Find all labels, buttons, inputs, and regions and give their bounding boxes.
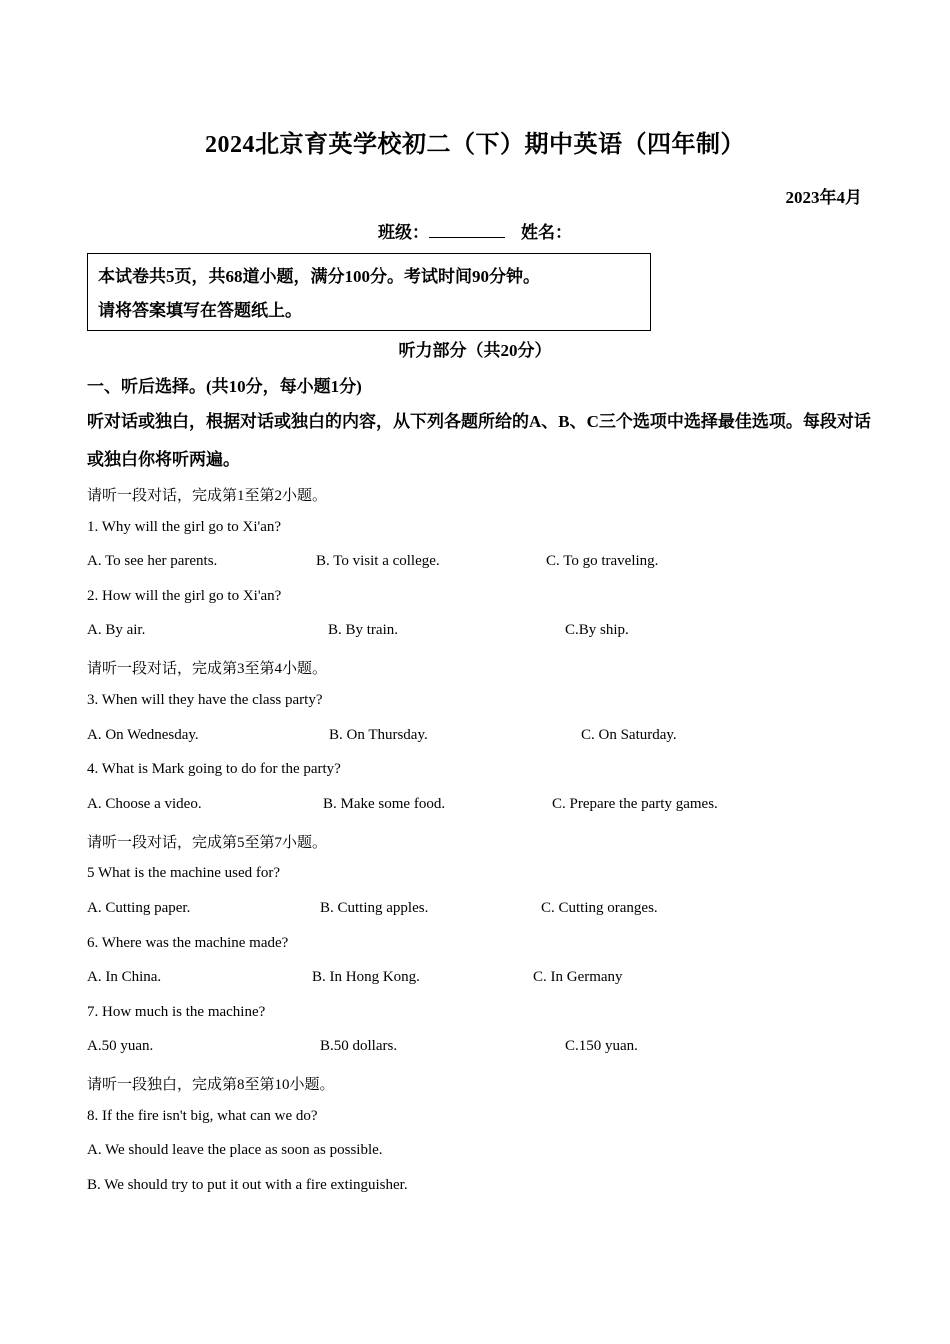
q3-option-c: C. On Saturday.	[581, 727, 677, 743]
q5-option-a: A. Cutting paper.	[87, 900, 191, 916]
q6-option-c: C. In Germany	[533, 969, 623, 985]
q6-option-b: B. In Hong Kong.	[312, 969, 420, 985]
q6-option-a: A. In China.	[87, 969, 162, 985]
q4-option-a: A. Choose a video.	[87, 796, 202, 812]
q5-option-c: C. Cutting oranges.	[541, 900, 658, 916]
q1-option-c: C. To go traveling.	[546, 553, 659, 569]
listening-section-title: 听力部分（共20分）	[398, 341, 552, 360]
q7-option-b: B.50 dollars.	[320, 1038, 398, 1054]
question-3: 3. When will they have the class party?	[87, 692, 323, 708]
question-8: 8. If the fire isn't big, what can we do?	[87, 1108, 318, 1124]
dialogue-prompt: 请听一段对话，完成第3至第4小题。	[87, 661, 328, 677]
notice-line-1: 本试卷共5页，共68道小题，满分100分。考试时间90分钟。	[98, 267, 540, 286]
q3-option-a: A. On Wednesday.	[87, 727, 199, 743]
q4-option-b: B. Make some food.	[323, 796, 446, 812]
q1-option-b: B. To visit a college.	[316, 553, 440, 569]
q7-option-a: A.50 yuan.	[87, 1038, 154, 1054]
class-label: 班级：	[378, 223, 429, 242]
q1-option-a: A. To see her parents.	[87, 553, 218, 569]
q2-option-a: A. By air.	[87, 622, 146, 638]
q8-option-b: B. We should try to put it out with a fire extinguisher.	[87, 1177, 408, 1193]
question-6: 6. Where was the machine made?	[87, 935, 289, 951]
question-4: 4. What is Mark going to do for the party?	[87, 761, 341, 777]
part-one-title: 一、听后选择。(共10分，每小题1分)	[87, 377, 362, 396]
dialogue-prompt: 请听一段对话，完成第1至第2小题。	[87, 488, 328, 504]
question-5: 5 What is the machine used for?	[87, 865, 280, 881]
class-blank	[429, 223, 505, 238]
question-2: 2. How will the girl go to Xi'an?	[87, 588, 282, 604]
monologue-prompt: 请听一段独白，完成第8至第10小题。	[87, 1077, 335, 1093]
page-title: 2024北京育英学校初二（下）期中英语（四年制）	[205, 132, 745, 158]
q5-option-b: B. Cutting apples.	[320, 900, 429, 916]
q8-option-a: A. We should leave the place as soon as possible.	[87, 1142, 383, 1158]
notice-line-2: 请将答案填写在答题纸上。	[98, 301, 302, 320]
dialogue-prompt: 请听一段对话，完成第5至第7小题。	[87, 835, 328, 851]
q2-option-c: C.By ship.	[565, 622, 629, 638]
question-7: 7. How much is the machine?	[87, 1004, 266, 1020]
name-label: 姓名：	[521, 223, 572, 242]
q4-option-c: C. Prepare the party games.	[552, 796, 718, 812]
q3-option-b: B. On Thursday.	[329, 727, 428, 743]
instructions: 听对话或独白，根据对话或独白的内容，从下列各题所给的A、B、C三个选项中选择最佳选项。每段对话或独白你将听两遍。	[87, 412, 871, 469]
notice-box	[87, 253, 651, 331]
q7-option-c: C.150 yuan.	[565, 1038, 638, 1054]
exam-date: 2023年4月	[785, 188, 862, 207]
class-name-line	[0, 218, 950, 243]
q2-option-b: B. By train.	[328, 622, 398, 638]
question-1: 1. Why will the girl go to Xi'an?	[87, 519, 282, 535]
